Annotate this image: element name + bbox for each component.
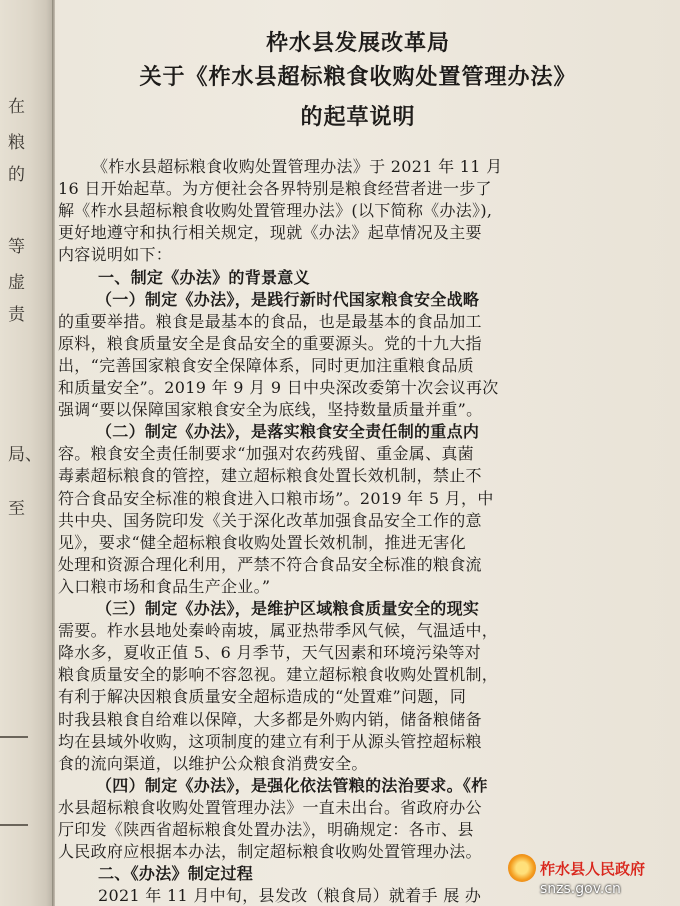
site-watermark [500, 852, 676, 902]
text-line: 均在县域外收购，这项制度的建立有利于从源头管控超标粮 [58, 731, 482, 751]
text-line: 容。粮食安全责任制要求“加强对农药残留、重金属、真菌 [58, 444, 474, 464]
gutter-char: 在 [8, 97, 25, 117]
section-heading: 一、制定《办法》的背景意义 [98, 267, 310, 287]
gutter-char: 局、 [8, 445, 42, 465]
document-page-tail [58, 0, 680, 906]
text-line: 原料，粮食质量安全是食品安全的重要源头。党的十九大指 [58, 333, 482, 353]
gutter-char: 至 [8, 499, 25, 519]
gutter-rule [0, 824, 28, 826]
text-line: （二）制定《办法》，是落实粮食安全责任制的重点内 [96, 422, 480, 442]
gutter-char: 的 [8, 165, 25, 185]
gutter-char: 责 [8, 305, 25, 325]
text-line: 食的流向渠道，以维护公众粮食消费安全。 [58, 753, 368, 773]
text-line: 解《柞水县超标粮食收购处置管理办法》(以下简称《办法》), [58, 201, 493, 221]
text-line: 粮食质量安全的影响不容忽视。建立超标粮食收购处置机制， [58, 665, 499, 685]
text-line: （四）制定《办法》，是强化依法管粮的法治要求。《柞 [96, 775, 488, 795]
page-fold [52, 0, 55, 906]
text-line: 入口粮市场和食品生产企业。” [58, 576, 271, 596]
watermark-url: snzs.gov.cn [540, 881, 621, 897]
text-line: 和质量安全”。2019 年 9 月 9 日中央深改委第十次会议再次 [58, 378, 499, 397]
gutter-char: 虚 [8, 273, 25, 293]
text-line: 人民政府应根据本办法，制定超标粮食收购处置管理办法。 [58, 842, 482, 862]
gutter-char: 等 [8, 237, 25, 257]
document-title-line2: 的起草说明 [300, 104, 416, 130]
text-line: （三）制定《办法》，是维护区域粮食质量安全的现实 [96, 599, 480, 618]
text-line: 水县超标粮食收购处置管理办法》一直未出台。省政府办公 [58, 797, 482, 817]
text-line: 更好地遵守和执行相关规定，现就《办法》起草情况及主要 [58, 223, 482, 243]
text-line: 共中央、国务院印发《关于深化改革加强食品安全工作的意 [58, 510, 482, 530]
text-line: 2021 年 11 月中旬，县发改（粮食局）就着手 展 办 [98, 886, 482, 906]
text-line: 厅印发《陕西省超标粮食处置办法》，明确规定：各市、县 [58, 820, 474, 839]
text-line: 需要。柞水县地处秦岭南坡，属亚热带季风气候，气温适中， [58, 621, 499, 641]
text-line: 有利于解决因粮食质量安全超标造成的“处置难”问题，同 [58, 687, 467, 707]
text-line: 处理和资源合理化利用，严禁不符合食品安全标准的粮食流 [58, 554, 482, 574]
binding-gutter [0, 0, 52, 906]
text-line: 降水多，夏收正值 5、6 月季节，天气因素和环境污染等对 [58, 643, 481, 663]
text-line: 符合食品安全标准的粮食进入口粮市场”。2019 年 5 月，中 [58, 488, 494, 508]
text-line: 见》，要求“健全超标粮食收购处置长效机制，推进无害化 [58, 532, 466, 552]
text-line: 强调“要以保障国家粮食安全为底线，坚持数量质量并重”。 [58, 400, 483, 420]
document-title: 关于《柞水县超标粮食收购处置管理办法》 [139, 64, 577, 90]
text-line: 16 日开始起草。为方便社会各界特别是粮食经营者进一步了 [58, 179, 492, 199]
gutter-rule [0, 736, 28, 738]
text-line: （一）制定《办法》，是践行新时代国家粮食安全战略 [96, 289, 480, 309]
text-line: 时我县粮食自给难以保障，大多都是外购内销，储备粮储备 [58, 709, 482, 729]
text-line: 毒素超标粮食的管控，建立超标粮食处置长效机制，禁止不 [58, 466, 482, 486]
text-line: 《柞水县超标粮食收购处置管理办法》于 2021 年 11 月 [92, 157, 503, 176]
text-line: 内容说明如下： [58, 245, 173, 265]
text-line: 的重要举措。粮食是最基本的食品，也是最基本的食品加工 [58, 311, 482, 331]
gutter-char: 粮 [8, 133, 25, 153]
government-logo-icon [508, 854, 536, 882]
watermark-name: 柞水县人民政府 [540, 860, 646, 878]
section-heading: 二、《办法》制定过程 [98, 864, 254, 884]
text-line: 出，“完善国家粮食安全保障体系，同时更加注重粮食品质 [58, 355, 474, 375]
issuing-org: 枠水县发展改革局 [265, 30, 450, 56]
